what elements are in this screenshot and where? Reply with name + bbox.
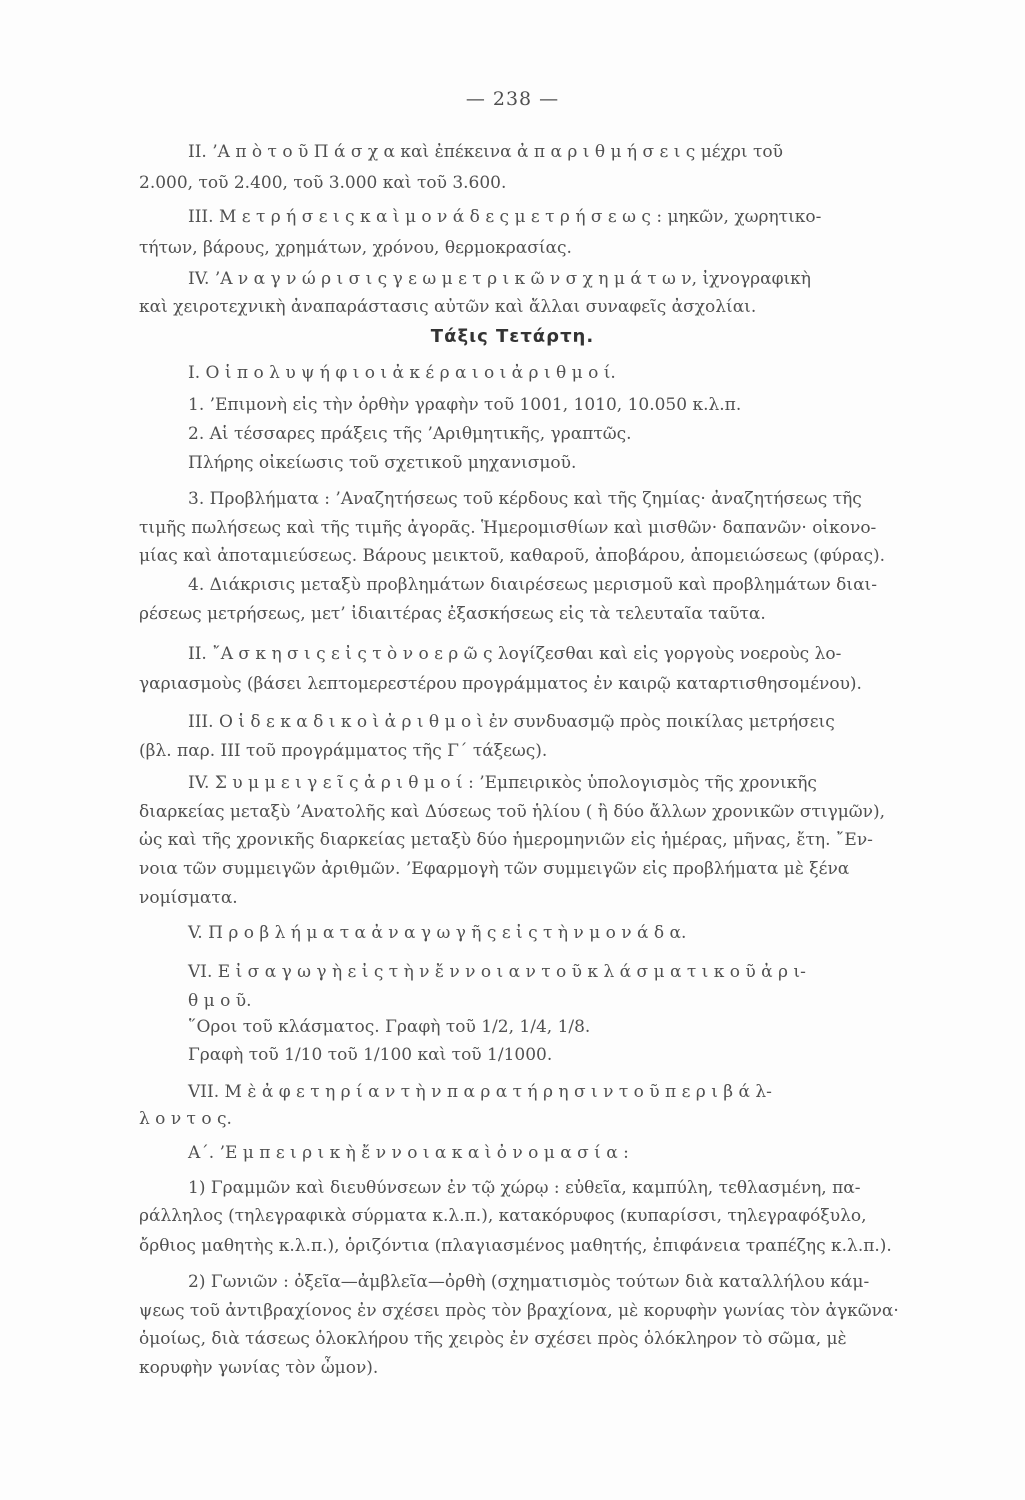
text-line: ὡς καὶ τῆς χρονικῆς διαρκείας μεταξὺ δύο ἡμερομηνιῶν εἰς ἡμέρας, μῆνας, ἔτη. ῎Εν- [139,830,873,850]
text-line: I. Ο ἱ π ο λ υ ψ ή φ ι ο ι ἀ κ έ ρ α ι ο ι ἀ ρ ι θ μ ο ί. [188,363,616,383]
text-line: νοια τῶν συμμειγῶν ἀριθμῶν. ’Εφαρμογὴ τῶν συμμειγῶν εἰς προβλήματα μὲ ξένα [139,859,850,879]
text-line: τήτων, βάρους, χρημάτων, χρόνου, θερμοκρασίας. [139,238,572,258]
text-line: ρέσεως μετρήσεως, μετ’ ἰδιαιτέρας ἐξασκήσεως εἰς τὰ τελευταῖα ταῦτα. [139,604,766,624]
text-line: (βλ. παρ. III τοῦ προγράμματος τῆς Γ΄ τάξεως). [139,741,548,761]
text-line: λ ο ν τ ο ς. [139,1109,232,1129]
text-line: V. Π ρ ο β λ ή μ α τ α ἀ ν α γ ω γ ῆ ς ε ἰ ς τ ὴ ν μ ο ν ά δ α. [188,923,687,943]
text-line: ὁμοίως, διὰ τάσεως ὁλοκλήρου τῆς χειρὸς ἐν σχέσει πρὸς ὁλόκληρον τὸ σῶμα, μὲ [139,1329,847,1349]
text-line: 1. ’Επιμονὴ εἰς τὴν ὀρθὴν γραφὴν τοῦ 1001, 1010, 10.050 κ.λ.π. [188,395,742,415]
text-line: Πλήρης οἰκείωσις τοῦ σχετικοῦ μηχανισμοῦ. [188,453,577,473]
text-line: III. Μ ε τ ρ ή σ ε ι ς κ α ὶ μ ο ν ά δ ε ς μ ε τ ρ ή σ ε ω ς : μηκῶν, χωρητικο- [188,207,822,227]
text-line: 4. Διάκρισις μεταξὺ προβλημάτων διαιρέσεως μερισμοῦ καὶ προβλημάτων διαι- [188,575,877,595]
text-line: ράλληλος (τηλεγραφικὰ σύρματα κ.λ.π.), κατακόρυφος (κυπαρίσσι, τηλεγραφόξυλο, [139,1206,867,1226]
text-line: 2.000, τοῦ 2.400, τοῦ 3.000 καὶ τοῦ 3.600. [139,173,507,193]
text-line: θ μ ο ῦ. [188,991,252,1011]
text-line: τιμῆς πωλήσεως καὶ τῆς τιμῆς ἀγορᾶς. Ἡμερομισθίων καὶ μισθῶν· δαπανῶν· οἰκονο- [139,518,877,538]
text-line: III. Ο ἱ δ ε κ α δ ι κ ο ὶ ἀ ρ ι θ μ ο ὶ ἐν συνδυασμῷ πρὸς ποικίλας μετρήσεις [188,712,835,732]
text-line: Γραφὴ τοῦ 1/10 τοῦ 1/100 καὶ τοῦ 1/1000. [188,1045,553,1065]
text-line: 2. Αἱ τέσσαρες πράξεις τῆς ’Αριθμητικῆς, γραπτῶς. [188,424,632,444]
text-line: II. ’Α π ὸ τ ο ῦ Π ά σ χ α καὶ ἐπέκεινα ἀ π α ρ ι θ μ ή σ ε ι ς μέχρι τοῦ [188,142,783,162]
section-heading: Τάξις Τετάρτη. [430,326,595,347]
text-line: II. ῎Α σ κ η σ ι ς ε ἰ ς τ ὸ ν ο ε ρ ῶ ς λογίζεσθαι καὶ εἰς γοργοὺς νοεροὺς λο- [188,644,842,664]
text-line: 2) Γωνιῶν : ὀξεῖα—ἀμβλεῖα—ὀρθὴ (σχηματισμὸς τούτων διὰ καταλλήλου κάμ- [188,1272,870,1292]
text-line: γαριασμοὺς (βάσει λεπτομερεστέρου προγράμματος ἐν καιρῷ καταρτισθησομένου). [139,674,862,694]
text-line: 3. Προβλήματα : ’Αναζητήσεως τοῦ κέρδους καὶ τῆς ζημίας· ἀναζητήσεως τῆς [188,489,862,509]
text-line: διαρκείας μεταξὺ ’Ανατολῆς καὶ Δύσεως τοῦ ἡλίου ( ἢ δύο ἄλλων χρονικῶν στιγμῶν), [139,802,886,822]
text-line: κορυφὴν γωνίας τὸν ὦμον). [139,1358,379,1378]
text-line: ῞Οροι τοῦ κλάσματος. Γραφὴ τοῦ 1/2, 1/4, 1/8. [188,1017,591,1037]
text-line: ὄρθιος μαθητὴς κ.λ.π.), ὁριζόντια (πλαγιασμένος μαθητής, ἐπιφάνεια τραπέζης κ.λ.π.). [139,1236,892,1256]
text-line: VII. Μ ὲ ἀ φ ε τ η ρ ί α ν τ ὴ ν π α ρ α τ ή ρ η σ ι ν τ ο ῦ π ε ρ ι β ά λ- [188,1082,772,1102]
text-line: Α΄. ’Ε μ π ε ι ρ ι κ ὴ ἔ ν ν ο ι α κ α ὶ ὀ ν ο μ α σ ί α : [188,1143,629,1163]
page-number: — 238 — [465,88,560,110]
text-line: καὶ χειροτεχνικὴ ἀναπαράστασις αὐτῶν καὶ ἄλλαι συναφεῖς ἀσχολίαι. [139,297,757,317]
text-line: IV. ’Α ν α γ ν ώ ρ ι σ ι ς γ ε ω μ ε τ ρ ι κ ῶ ν σ χ η μ ά τ ω ν, ἰχνογραφικὴ [188,269,811,289]
text-line: IV. Σ υ μ μ ε ι γ ε ῖ ς ἀ ρ ι θ μ ο ί : ’Εμπειρικὸς ὑπολογισμὸς τῆς χρονικῆς [188,773,817,793]
text-line: 1) Γραμμῶν καὶ διευθύνσεων ἐν τῷ χώρῳ : εὐθεῖα, καμπύλη, τεθλασμένη, πα- [188,1178,861,1198]
text-line: VI. Ε ἰ σ α γ ω γ ὴ ε ἰ ς τ ὴ ν ἔ ν ν ο ι α ν τ ο ῦ κ λ ά σ μ α τ ι κ ο ῦ ἀ ρ ι- [188,962,806,982]
text-line: νομίσματα. [139,888,238,908]
text-line: μίας καὶ ἀποταμιεύσεως. Βάρους μεικτοῦ, καθαροῦ, ἀποβάρου, ἀπομειώσεως (φύρας). [139,546,886,566]
text-line: ψεως τοῦ ἀντιβραχίονος ἐν σχέσει πρὸς τὸν βραχίονα, μὲ κορυφὴν γωνίας τὸν ἀγκῶνα· [139,1301,899,1321]
